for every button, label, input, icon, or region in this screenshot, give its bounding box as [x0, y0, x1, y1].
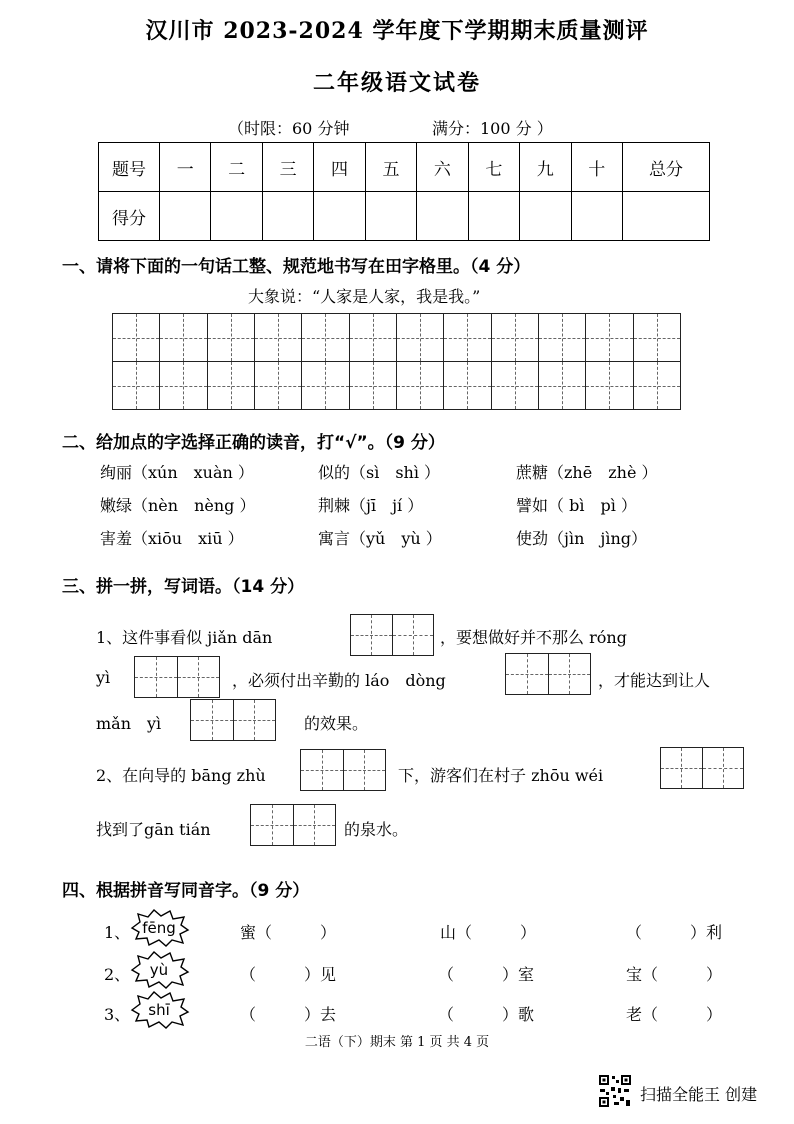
tian-cell[interactable]	[349, 361, 397, 410]
s3-text: ，要想做好并不那么 róng	[440, 628, 627, 647]
tian-cell[interactable]	[301, 313, 349, 362]
tian-cell[interactable]	[633, 313, 681, 362]
section1-sentence: 大象说：“人家是人家，我是我。”	[248, 287, 481, 306]
answer-box[interactable]	[350, 614, 434, 656]
exam-title: 汉川市 2023-2024 学年度下学期期末质量测评	[145, 18, 649, 44]
pinyin-choice[interactable]: 荆棘（jī jí ）	[318, 496, 424, 515]
score-cell[interactable]	[571, 192, 623, 241]
pinyin-choice[interactable]: 使劲（jìn jìng）	[516, 529, 648, 548]
s3-text: 下，游客们在村子 zhōu wéi	[398, 766, 604, 785]
pinyin-choice[interactable]: 嫩绿（nèn nèng ）	[100, 496, 256, 515]
score-cell[interactable]	[623, 192, 710, 241]
score-header-cell: 十	[571, 143, 623, 192]
tian-cell[interactable]	[254, 361, 302, 410]
homophone-blank[interactable]: （ ）去	[240, 1005, 337, 1024]
tian-cell[interactable]	[254, 313, 302, 362]
qr-code-icon	[598, 1074, 632, 1108]
tian-cell[interactable]	[585, 361, 633, 410]
pinyin-choice[interactable]: 寓言（yǔ yù ）	[318, 529, 442, 548]
score-header-cell: 题号	[99, 143, 160, 192]
s3-text: ，必须付出辛勤的 láo dòng	[232, 671, 446, 690]
answer-box[interactable]	[660, 747, 744, 789]
tian-cell[interactable]	[349, 313, 397, 362]
s3-text: yì	[96, 668, 111, 687]
s3-text: 1、这件事看似 jiǎn dān	[96, 628, 273, 647]
tian-cell[interactable]	[538, 313, 586, 362]
tian-cell[interactable]	[491, 313, 539, 362]
tian-cell[interactable]	[633, 361, 681, 410]
homophone-blank[interactable]: （ ）利	[626, 923, 723, 942]
tian-cell[interactable]	[538, 361, 586, 410]
section3-heading: 三、拼一拼，写词语。（14 分）	[62, 577, 305, 597]
tian-cell[interactable]	[159, 313, 207, 362]
answer-box[interactable]	[134, 656, 220, 698]
page-footer: 二语（下）期末 第 1 页 共 4 页	[304, 1035, 490, 1050]
section1-heading: 一、请将下面的一句话工整、规范地书写在田字格里。（4 分）	[62, 257, 531, 277]
score-cell[interactable]	[211, 192, 262, 241]
tian-cell[interactable]	[396, 361, 444, 410]
score-cell[interactable]	[262, 192, 313, 241]
pinyin-choice[interactable]: 似的（sì shì ）	[318, 463, 441, 482]
row-number: 2、	[104, 965, 131, 984]
pinyin-choice[interactable]: 蔗糖（zhē zhè ）	[516, 463, 658, 482]
s3-text: 2、在向导的 bāng zhù	[96, 766, 266, 785]
score-row-label: 得分	[99, 192, 160, 241]
tian-cell[interactable]	[443, 361, 491, 410]
pinyin-label: yù	[149, 961, 169, 979]
score-header-cell: 六	[417, 143, 468, 192]
tian-cell[interactable]	[443, 313, 491, 362]
homophone-blank[interactable]: 蜜（ ）	[240, 923, 337, 942]
answer-box[interactable]	[250, 804, 336, 846]
tian-cell[interactable]	[159, 361, 207, 410]
s3-text: 的泉水。	[344, 820, 409, 839]
s3-text: 找到了gān tián	[96, 820, 211, 839]
score-header-cell: 五	[365, 143, 416, 192]
pinyin-label: fēng	[142, 919, 176, 937]
homophone-blank[interactable]: 山（ ）	[440, 923, 537, 942]
s3-text: mǎn yì	[96, 714, 162, 733]
s3-text: ，才能达到让人	[598, 671, 711, 690]
tian-cell[interactable]	[207, 313, 255, 362]
tian-cell[interactable]	[396, 313, 444, 362]
scanner-watermark: 扫描全能王 创建	[640, 1085, 758, 1104]
time-limit: （时限：60 分钟	[228, 119, 350, 138]
row-number: 3、	[104, 1005, 131, 1024]
score-cell[interactable]	[417, 192, 468, 241]
tian-cell[interactable]	[585, 313, 633, 362]
full-score: 满分：100 分 ）	[432, 119, 553, 138]
section4-heading: 四、根据拼音写同音字。（9 分）	[62, 881, 310, 901]
answer-box[interactable]	[190, 699, 276, 741]
score-cell[interactable]	[314, 192, 365, 241]
score-cell[interactable]	[160, 192, 211, 241]
homophone-blank[interactable]: 宝（ ）	[626, 965, 723, 984]
score-cell[interactable]	[468, 192, 519, 241]
score-cell[interactable]	[365, 192, 416, 241]
score-header-cell: 二	[211, 143, 262, 192]
score-header-cell: 一	[160, 143, 211, 192]
answer-box[interactable]	[300, 749, 386, 791]
pinyin-choice[interactable]: 害羞（xiōu xiū ）	[100, 529, 244, 548]
score-header-cell: 总分	[623, 143, 710, 192]
tian-cell[interactable]	[301, 361, 349, 410]
answer-box[interactable]	[505, 653, 591, 695]
tian-cell[interactable]	[112, 361, 160, 410]
section2-heading: 二、给加点的字选择正确的读音，打“√”。（9 分）	[62, 433, 445, 453]
tian-cell[interactable]	[491, 361, 539, 410]
row-number: 1、	[104, 923, 131, 942]
tian-cell[interactable]	[112, 313, 160, 362]
homophone-blank[interactable]: （ ）歌	[438, 1005, 535, 1024]
homophone-blank[interactable]: （ ）室	[438, 965, 535, 984]
score-table	[98, 142, 710, 241]
s3-text: 的效果。	[304, 714, 369, 733]
pinyin-label: shī	[148, 1001, 170, 1019]
homophone-blank[interactable]: （ ）见	[240, 965, 337, 984]
pinyin-choice[interactable]: 譬如（ bì pì ）	[516, 496, 637, 515]
tian-grid	[112, 313, 680, 409]
score-header-cell: 三	[262, 143, 313, 192]
tian-cell[interactable]	[207, 361, 255, 410]
score-cell[interactable]	[520, 192, 571, 241]
exam-subtitle: 二年级语文试卷	[312, 70, 481, 96]
homophone-blank[interactable]: 老（ ）	[626, 1005, 723, 1024]
pinyin-choice[interactable]: 绚丽（xún xuàn ）	[100, 463, 254, 482]
score-header-cell: 七	[468, 143, 519, 192]
score-header-cell: 九	[520, 143, 571, 192]
score-header-cell: 四	[314, 143, 365, 192]
